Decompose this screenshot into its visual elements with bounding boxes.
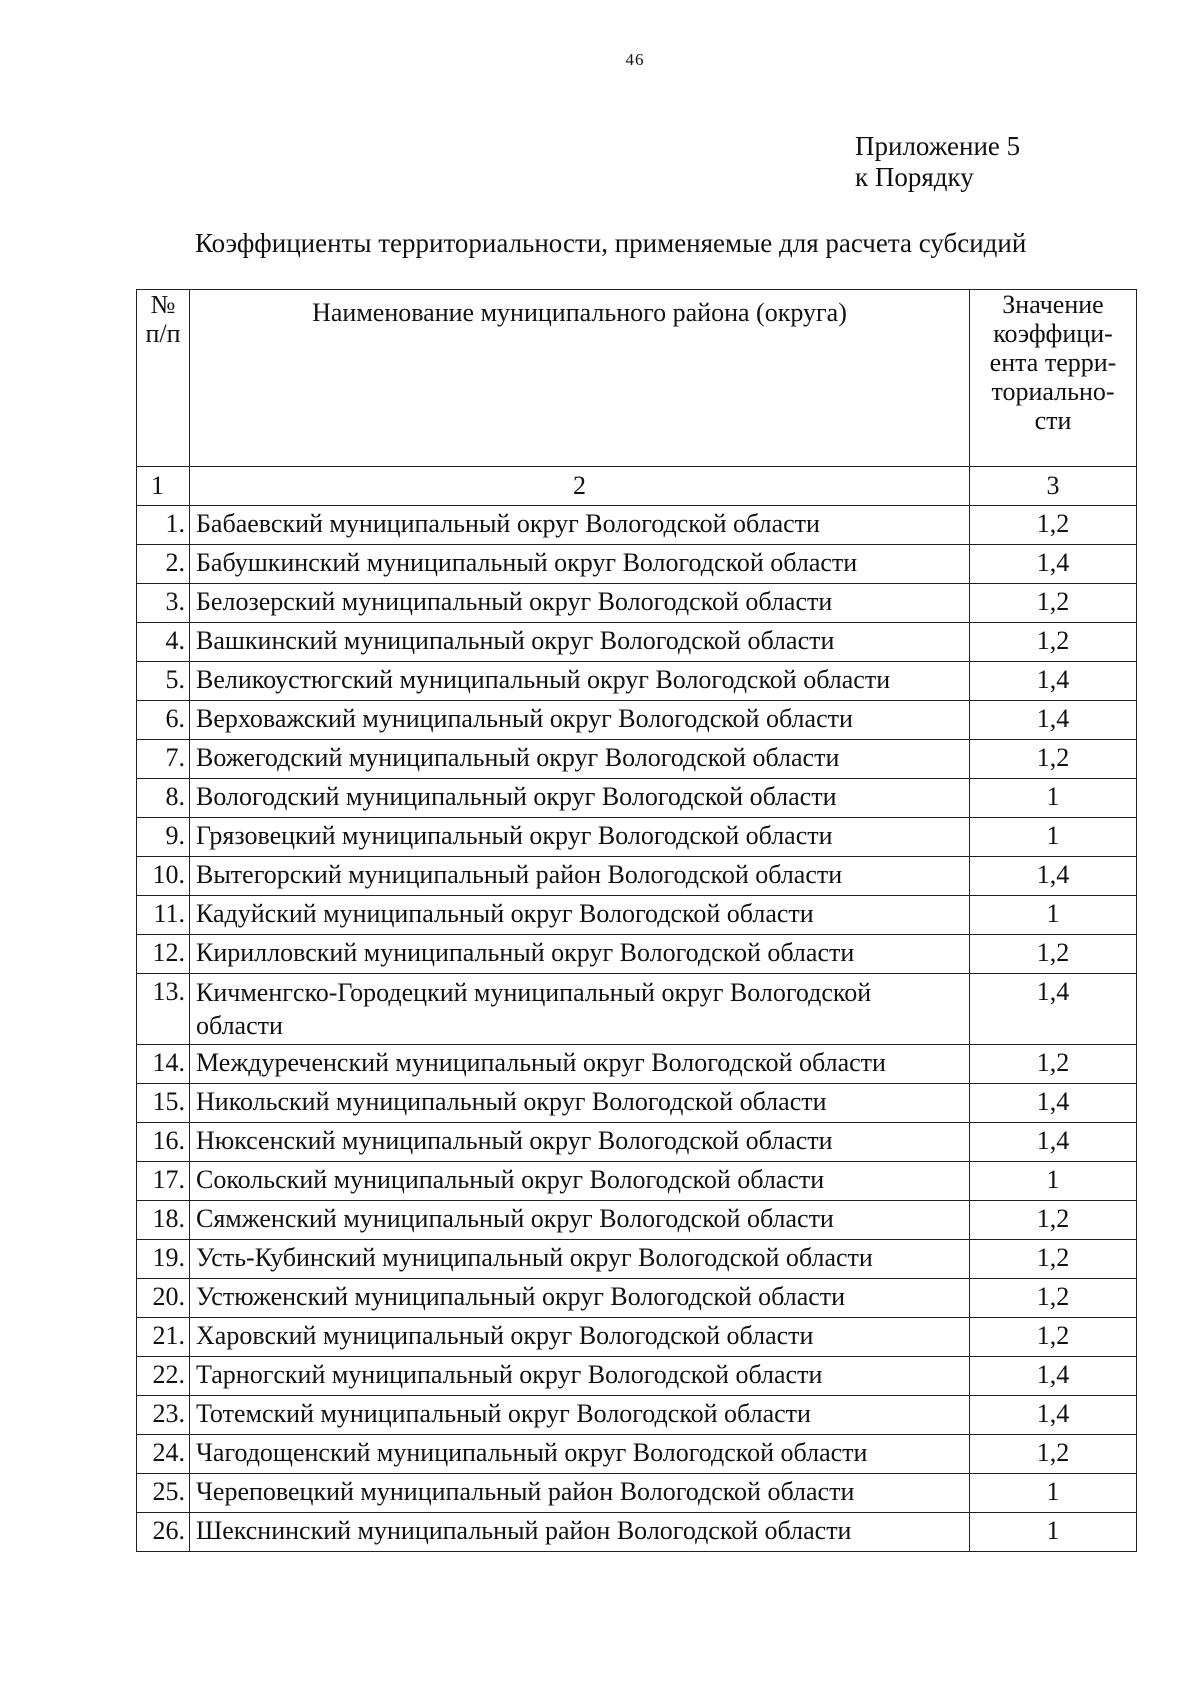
row-district-name: Белозерский муниципальный округ Вологодской области — [190, 584, 970, 623]
row-coefficient: 1 — [970, 779, 1137, 818]
row-district-name: Вологодский муниципальный округ Вологодской области — [190, 779, 970, 818]
row-district-name: Сямженский муниципальный округ Вологодской области — [190, 1201, 970, 1240]
row-number: 14. — [137, 1045, 190, 1084]
page-number: 46 — [625, 50, 645, 69]
row-district-name: Никольский муниципальный округ Вологодской области — [190, 1084, 970, 1123]
row-coefficient: 1 — [970, 1162, 1137, 1201]
row-district-name: Вожегодский муниципальный округ Вологодской области — [190, 740, 970, 779]
row-district-name: Сокольский муниципальный округ Вологодской области — [190, 1162, 970, 1201]
row-coefficient: 1,2 — [970, 584, 1137, 623]
row-district-name: Вашкинский муниципальный округ Вологодской области — [190, 623, 970, 662]
table-row — [137, 974, 1137, 1045]
header-name: Наименование муниципального района (округа) — [190, 290, 970, 467]
header-value-line: ента терри- — [989, 348, 1117, 377]
row-number: 3. — [137, 584, 190, 623]
row-coefficient: 1,4 — [970, 974, 1137, 1045]
row-district-name: Череповецкий муниципальный район Вологодской области — [190, 1474, 970, 1513]
row-number: 1. — [137, 506, 190, 545]
table-body — [137, 506, 1137, 1552]
row-district-name: Междуреченский муниципальный округ Вологодской области — [190, 1045, 970, 1084]
row-number: 16. — [137, 1123, 190, 1162]
table-row — [137, 1318, 1137, 1357]
row-district-name: Вытегорский муниципальный район Вологодской области — [190, 857, 970, 896]
header-number-line: п/п — [145, 319, 181, 348]
table-row — [137, 1357, 1137, 1396]
table-row — [137, 1201, 1137, 1240]
row-district-name: Тарногский муниципальный округ Вологодской области — [190, 1357, 970, 1396]
column-index: 2 — [190, 467, 970, 506]
table-row — [137, 701, 1137, 740]
row-coefficient: 1,2 — [970, 1435, 1137, 1474]
appendix-line-1: Приложение 5 — [855, 131, 1021, 161]
row-number: 22. — [137, 1357, 190, 1396]
row-number: 10. — [137, 857, 190, 896]
table-row — [137, 779, 1137, 818]
row-district-name: Устюженский муниципальный округ Вологодской области — [190, 1279, 970, 1318]
row-number: 25. — [137, 1474, 190, 1513]
row-district-name: Кичменгско-Городецкий муниципальный округ Вологодской области — [190, 974, 970, 1045]
table-row — [137, 935, 1137, 974]
row-coefficient: 1,2 — [970, 623, 1137, 662]
row-number: 21. — [137, 1318, 190, 1357]
row-coefficient: 1,4 — [970, 1123, 1137, 1162]
row-coefficient: 1,2 — [970, 1279, 1137, 1318]
row-district-name: Чагодощенский муниципальный округ Вологодской области — [190, 1435, 970, 1474]
row-coefficient: 1,2 — [970, 1318, 1137, 1357]
table-row — [137, 1045, 1137, 1084]
row-coefficient: 1,2 — [970, 1240, 1137, 1279]
row-number: 18. — [137, 1201, 190, 1240]
row-number: 17. — [137, 1162, 190, 1201]
row-number: 8. — [137, 779, 190, 818]
row-number: 15. — [137, 1084, 190, 1123]
table-row — [137, 506, 1137, 545]
header-value-line: сти — [1034, 406, 1072, 435]
table-row — [137, 545, 1137, 584]
header-number-line: № — [150, 290, 176, 319]
row-coefficient: 1 — [970, 896, 1137, 935]
row-coefficient: 1,4 — [970, 1396, 1137, 1435]
row-number: 9. — [137, 818, 190, 857]
row-district-name: Бабушкинский муниципальный округ Вологодской области — [190, 545, 970, 584]
appendix-line-2: к Порядку — [855, 162, 974, 192]
row-number: 13. — [137, 974, 190, 1045]
row-coefficient: 1 — [970, 1474, 1137, 1513]
header-value-line: коэффици- — [993, 319, 1113, 348]
table-row — [137, 1084, 1137, 1123]
row-number: 24. — [137, 1435, 190, 1474]
row-coefficient: 1,4 — [970, 662, 1137, 701]
row-district-name: Шекснинский муниципальный район Вологодской области — [190, 1513, 970, 1552]
row-number: 7. — [137, 740, 190, 779]
column-index-row — [137, 467, 1137, 506]
row-district-name: Тотемский муниципальный округ Вологодской области — [190, 1396, 970, 1435]
header-value — [970, 290, 1137, 467]
table-row — [137, 623, 1137, 662]
table-row — [137, 1474, 1137, 1513]
table-row — [137, 1240, 1137, 1279]
row-district-name: Харовский муниципальный округ Вологодской области — [190, 1318, 970, 1357]
row-district-name: Грязовецкий муниципальный округ Вологодской области — [190, 818, 970, 857]
row-coefficient: 1 — [970, 818, 1137, 857]
row-coefficient: 1,2 — [970, 740, 1137, 779]
row-number: 19. — [137, 1240, 190, 1279]
appendix-note — [855, 131, 1020, 193]
document-title: Коэффициенты территориальности, применяемые для расчета субсидий — [195, 228, 1027, 258]
table-row — [137, 857, 1137, 896]
row-coefficient: 1 — [970, 1513, 1137, 1552]
row-coefficient: 1,2 — [970, 935, 1137, 974]
header-value-line: Значение — [1002, 290, 1104, 319]
table-row — [137, 1279, 1137, 1318]
row-district-name: Усть-Кубинский муниципальный округ Вологодской области — [190, 1240, 970, 1279]
table-row — [137, 1435, 1137, 1474]
table-row — [137, 662, 1137, 701]
table-row — [137, 1396, 1137, 1435]
row-number: 4. — [137, 623, 190, 662]
row-number: 23. — [137, 1396, 190, 1435]
header-number — [137, 290, 190, 467]
row-coefficient: 1,2 — [970, 1201, 1137, 1240]
row-number: 20. — [137, 1279, 190, 1318]
table-row — [137, 818, 1137, 857]
row-district-name: Кадуйский муниципальный округ Вологодской области — [190, 896, 970, 935]
row-number: 5. — [137, 662, 190, 701]
table-row — [137, 584, 1137, 623]
table-header-row — [137, 290, 1137, 467]
row-coefficient: 1,4 — [970, 857, 1137, 896]
header-value-line: ториально- — [991, 377, 1115, 406]
row-number: 26. — [137, 1513, 190, 1552]
table-row — [137, 1162, 1137, 1201]
row-coefficient: 1,2 — [970, 1045, 1137, 1084]
row-number: 11. — [137, 896, 190, 935]
table-row — [137, 740, 1137, 779]
row-district-name: Бабаевский муниципальный округ Вологодской области — [190, 506, 970, 545]
column-index: 1 — [137, 467, 190, 506]
table-row — [137, 1123, 1137, 1162]
row-district-name: Великоустюгский муниципальный округ Вологодской области — [190, 662, 970, 701]
row-coefficient: 1,4 — [970, 1357, 1137, 1396]
table-row — [137, 1513, 1137, 1552]
row-coefficient: 1,4 — [970, 545, 1137, 584]
row-number: 6. — [137, 701, 190, 740]
row-district-name: Кирилловский муниципальный округ Вологодской области — [190, 935, 970, 974]
row-coefficient: 1,4 — [970, 1084, 1137, 1123]
table-row — [137, 896, 1137, 935]
coefficients-table — [136, 289, 1137, 1552]
column-index: 3 — [970, 467, 1137, 506]
row-district-name: Верховажский муниципальный округ Вологодской области — [190, 701, 970, 740]
row-number: 12. — [137, 935, 190, 974]
row-number: 2. — [137, 545, 190, 584]
row-coefficient: 1,2 — [970, 506, 1137, 545]
row-coefficient: 1,4 — [970, 701, 1137, 740]
row-district-name: Нюксенский муниципальный округ Вологодской области — [190, 1123, 970, 1162]
